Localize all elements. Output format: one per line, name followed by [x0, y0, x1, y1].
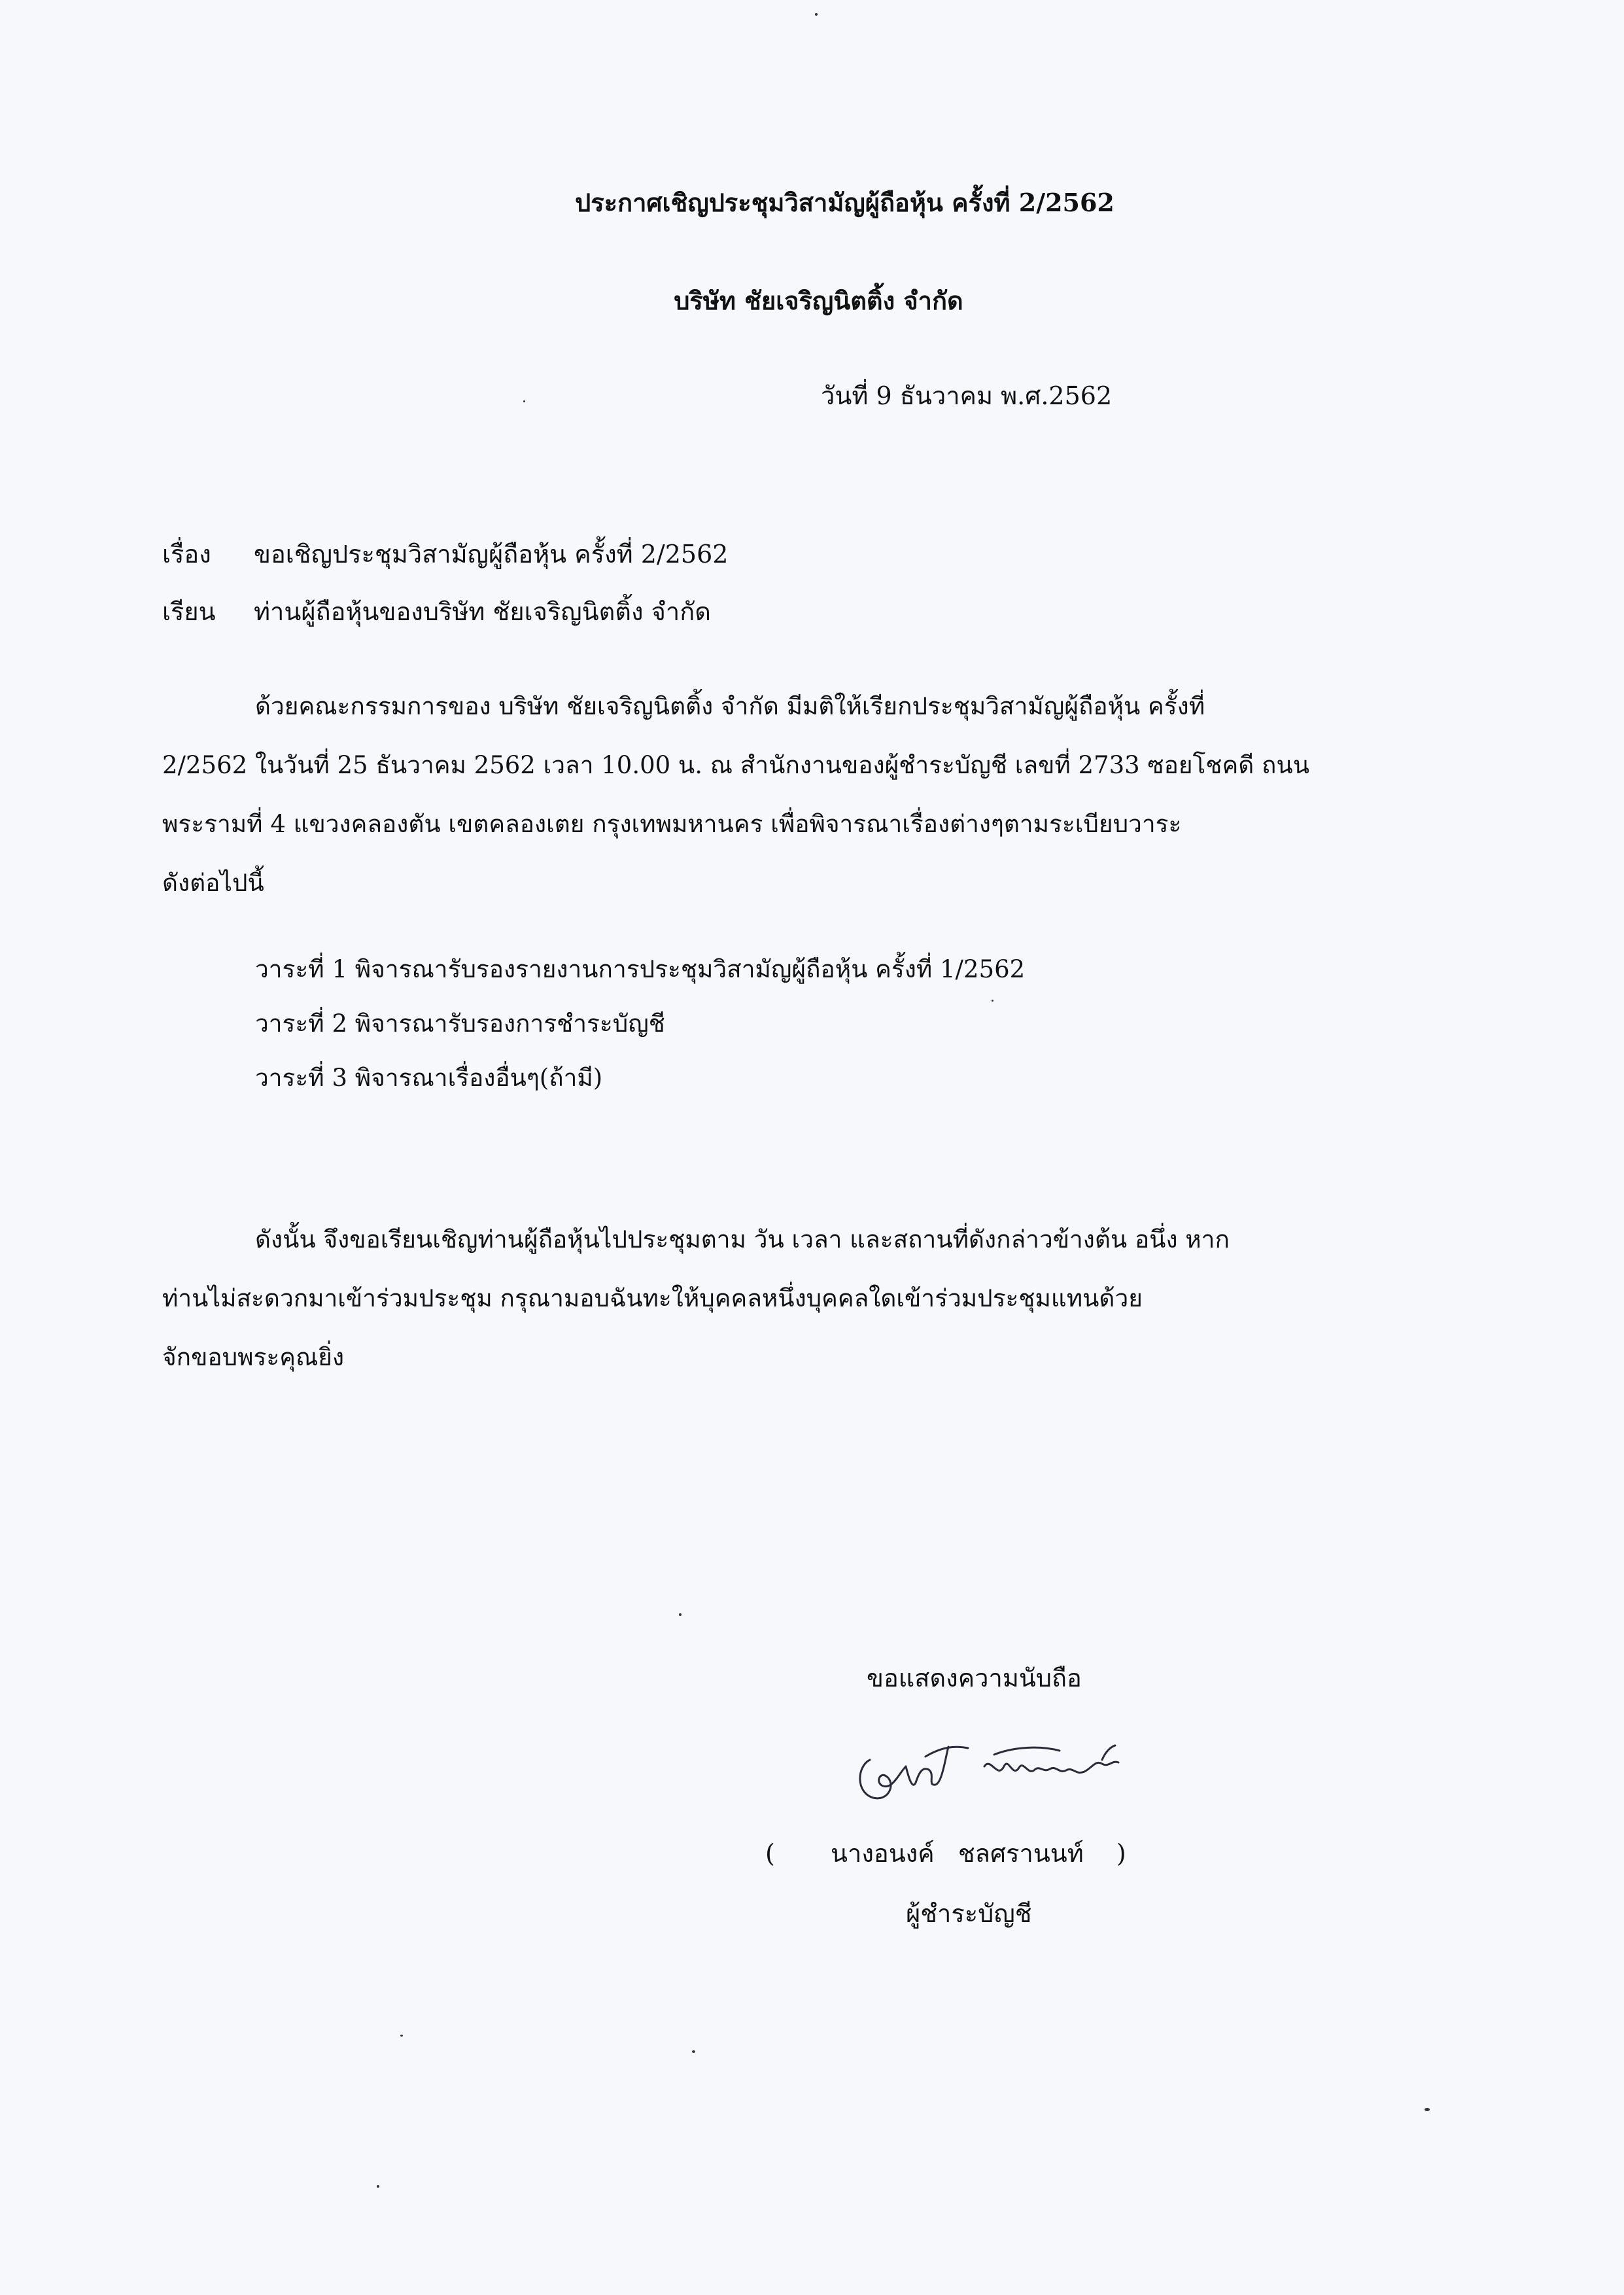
subject-label: เรื่อง — [162, 540, 211, 569]
scan-speck — [377, 2185, 379, 2188]
document-date: วันที่ 9 ธันวาคม พ.ศ.2562 — [821, 381, 1113, 410]
paragraph-line: ดังต่อไปนี้ — [162, 869, 264, 897]
recipient-row — [162, 595, 711, 628]
paragraph-line: ดังนั้น จึงขอเรียนเชิญท่านผู้ถือหุ้นไปประชุมตาม วัน เวลา และสถานที่ดังกล่าวข้างต้น อนึ่ง หาก — [255, 1225, 1230, 1253]
agenda-item: วาระที่ 2 พิจารณารับรองการชำระบัญชี — [255, 1009, 665, 1038]
agenda-item: วาระที่ 3 พิจารณาเรื่องอื่นๆ(ถ้ามี) — [255, 1064, 603, 1092]
scan-speck — [815, 13, 818, 16]
paren-close: ) — [1116, 1839, 1126, 1868]
subject-text: ขอเชิญประชุมวิสามัญผู้ถือหุ้น ครั้งที่ 2/2562 — [254, 540, 729, 569]
paragraph-line: ด้วยคณะกรรมการของ บริษัท ชัยเจริญนิตติ้ง จำกัด มีมติให้เรียกประชุมวิสามัญผู้ถือหุ้น ครั้งที่ — [255, 692, 1205, 720]
scan-speck — [400, 2035, 403, 2037]
scan-speck — [1425, 2108, 1430, 2111]
paragraph-line: 2/2562 ในวันที่ 25 ธันวาคม 2562 เวลา 10.00 น. ณ สำนักงานของผู้ชำระบัญชี เลขที่ 2733 ซอยโชคดี ถนน — [162, 751, 1310, 779]
scan-speck — [679, 1613, 682, 1616]
agenda-item: วาระที่ 1 พิจารณารับรองรายงานการประชุมวิสามัญผู้ถือหุ้น ครั้งที่ 1/2562 — [255, 955, 1026, 983]
scan-speck — [523, 400, 525, 402]
subject-row — [162, 538, 728, 570]
paragraph-line: พระรามที่ 4 แขวงคลองตัน เขตคลองเตย กรุงเทพมหานคร เพื่อพิจารณาเรื่องต่างๆตามระเบียบวาระ — [162, 810, 1182, 838]
closing-salutation: ขอแสดงความนับถือ — [867, 1664, 1082, 1692]
agenda-list — [255, 942, 1025, 1105]
company-name: บริษัท ชัยเจริญนิตติ้ง จำกัด — [674, 286, 963, 315]
scan-speck — [992, 1000, 993, 1002]
paragraph-line: ท่านไม่สะดวกมาเข้าร่วมประชุม กรุณามอบฉันทะให้บุคคลหนึ่งบุคคลใดเข้าร่วมประชุมแทนด้วย — [162, 1284, 1143, 1312]
body-paragraph-1 — [162, 677, 1392, 913]
handwritten-signature — [844, 1721, 1145, 1812]
scan-speck — [692, 2050, 695, 2053]
signer-name: นางอนงค์ ชลศรานนท์ — [831, 1839, 1084, 1868]
paren-open: ( — [765, 1839, 775, 1868]
document-title: ประกาศเชิญประชุมวิสามัญผู้ถือหุ้น ครั้งที่ 2/2562 — [575, 188, 1114, 217]
paragraph-line: จักขอบพระคุณยิ่ง — [162, 1343, 345, 1371]
body-paragraph-2 — [162, 1210, 1392, 1387]
recipient-text: ท่านผู้ถือหุ้นของบริษัท ชัยเจริญนิตติ้ง จำกัด — [254, 597, 711, 626]
signer-position: ผู้ชำระบัญชี — [906, 1899, 1032, 1928]
recipient-label: เรียน — [162, 597, 216, 626]
signer-name-line — [765, 1837, 1126, 1870]
